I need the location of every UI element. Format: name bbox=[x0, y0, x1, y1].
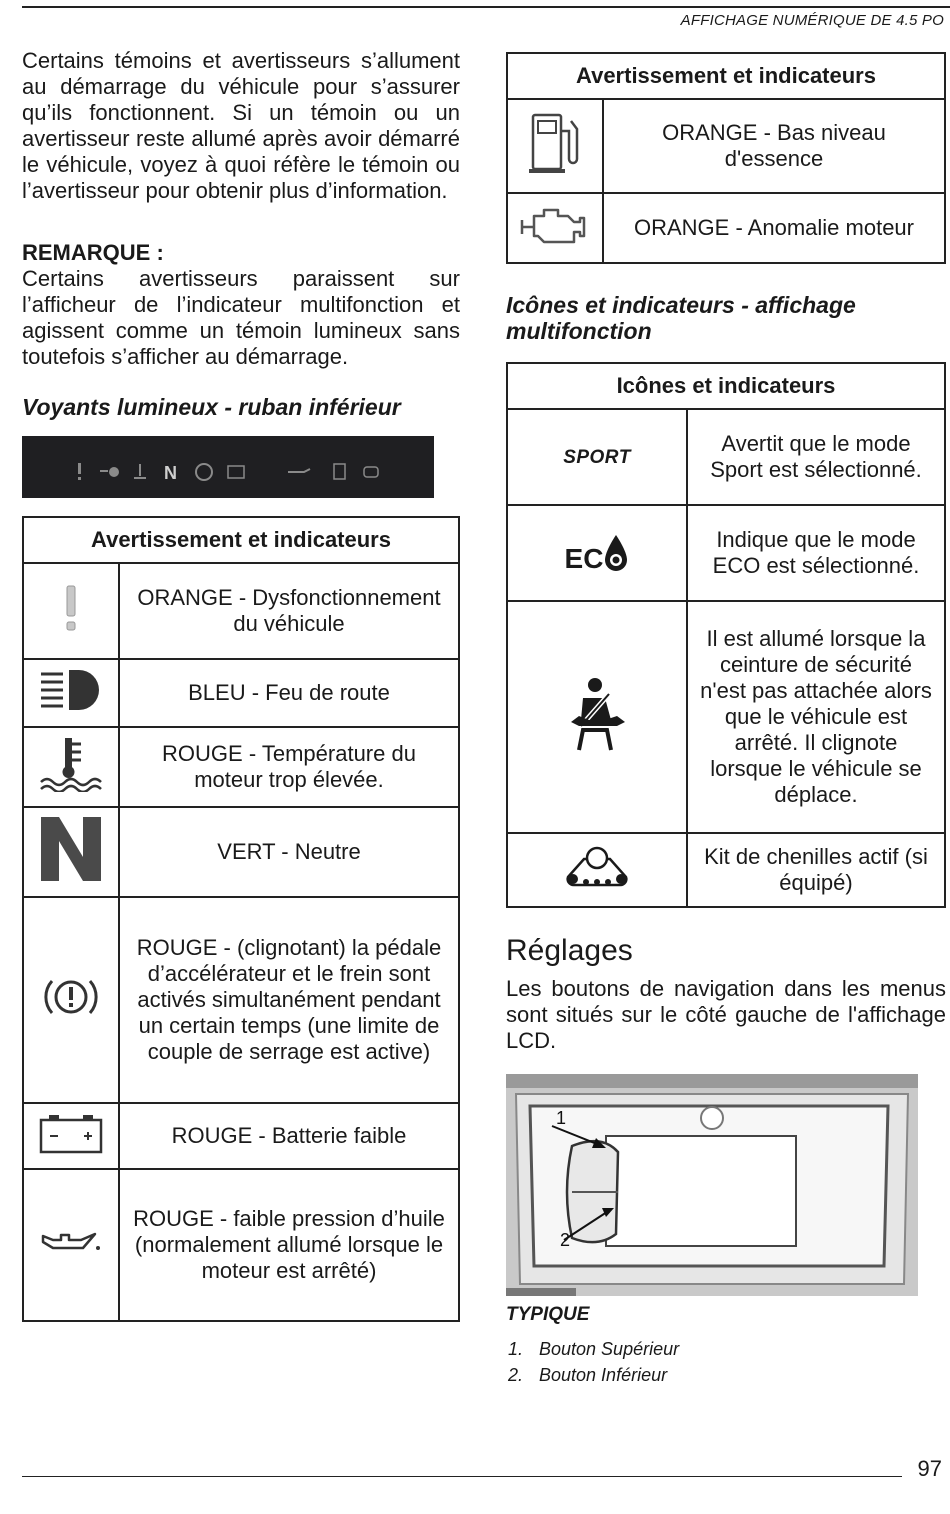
reglages-title: Réglages bbox=[506, 934, 633, 967]
oil-pressure-icon bbox=[23, 1169, 119, 1321]
table-row bbox=[23, 807, 459, 897]
table-row bbox=[507, 409, 945, 505]
left-column bbox=[22, 48, 460, 1322]
table-row bbox=[507, 833, 945, 907]
caption-list bbox=[506, 1336, 946, 1388]
track-kit-icon bbox=[507, 833, 687, 907]
table-row bbox=[23, 659, 459, 727]
remark-paragraph: Certains avertisseurs paraissent sur l’afficheur de l’indicateur multifonction et agissent comme un témoin lumineux sans toutefois s’afficher au démarrage. bbox=[22, 266, 460, 369]
photo-callout-2: 2 bbox=[560, 1230, 571, 1250]
row-text: ROUGE - Température du moteur trop élevée. bbox=[119, 727, 459, 807]
page-number: 97 bbox=[917, 1456, 942, 1481]
seatbelt-icon bbox=[507, 601, 687, 833]
row-text: Kit de chenilles actif (si équipé) bbox=[687, 833, 945, 907]
multifunction-icon-table bbox=[506, 362, 946, 908]
eco-drop-icon bbox=[603, 533, 629, 573]
table-header: Icônes et indicateurs bbox=[507, 363, 945, 409]
row-text: ROUGE - (clignotant) la pédale d’accélérateur et le frein sont activés simultanément pendant un certain temps (une limite de couple de serrage est active) bbox=[119, 897, 459, 1103]
table-row bbox=[507, 601, 945, 833]
exclamation-icon bbox=[23, 563, 119, 659]
right-column bbox=[506, 52, 946, 1388]
warning-indicator-table bbox=[506, 52, 946, 264]
row-text: BLEU - Feu de route bbox=[119, 659, 459, 727]
table-header: Avertissement et indicateurs bbox=[507, 53, 945, 99]
row-text: ROUGE - faible pression d’huile (normalement allumé lorsque le moteur est arrêté) bbox=[119, 1169, 459, 1321]
fuel-pump-icon bbox=[507, 99, 603, 193]
check-engine-icon bbox=[507, 193, 603, 263]
sport-mode-icon bbox=[507, 409, 687, 505]
eco-icon-label: EC bbox=[564, 542, 604, 574]
table-row bbox=[23, 727, 459, 807]
battery-icon bbox=[23, 1103, 119, 1169]
neutral-n-icon bbox=[23, 807, 119, 897]
eco-mode-icon bbox=[507, 505, 687, 601]
multifunction-section-title: Icônes et indicateurs - affichage multifonction bbox=[506, 292, 856, 344]
row-text: ORANGE - Dysfonctionnement du véhicule bbox=[119, 563, 459, 659]
table-header: Avertissement et indicateurs bbox=[23, 517, 459, 563]
header-rule bbox=[22, 6, 950, 8]
intro-paragraph: Certains témoins et avertisseurs s’allument au démarrage du véhicule pour s’assurer qu’ils fonctionnent. Si un témoin ou un avertisseur reste allumé après avoir démarré le véhicule, voyez à quoi réfère le témoin ou l’avertisseur pour obtenir plus d’information. bbox=[22, 48, 460, 203]
coolant-temperature-icon bbox=[23, 727, 119, 807]
brake-warning-icon bbox=[23, 897, 119, 1103]
table-row bbox=[23, 1169, 459, 1321]
row-text: Il est allumé lorsque la ceinture de sécurité n'est pas attachée alors que le véhicule est arrêté. Il clignote lorsque le véhicule se déplace. bbox=[687, 601, 945, 833]
list-item: 2. Bouton Inférieur bbox=[508, 1365, 668, 1385]
list-item: 1. Bouton Supérieur bbox=[508, 1339, 680, 1359]
table-row bbox=[23, 563, 459, 659]
remark-title: REMARQUE : bbox=[22, 240, 164, 265]
svg-text:N: N bbox=[164, 463, 177, 483]
row-text: ORANGE - Bas niveau d'essence bbox=[603, 99, 945, 193]
table-row bbox=[23, 1103, 459, 1169]
table-row bbox=[23, 897, 459, 1103]
photo-callout-1: 1 bbox=[556, 1108, 567, 1128]
sport-icon-label: SPORT bbox=[563, 447, 631, 468]
row-text: Indique que le mode ECO est sélectionné. bbox=[687, 505, 945, 601]
table-row bbox=[507, 505, 945, 601]
high-beam-icon bbox=[23, 659, 119, 727]
table-row bbox=[507, 99, 945, 193]
header-title: AFFICHAGE NUMÉRIQUE DE 4.5 PO bbox=[680, 12, 944, 29]
lcd-display-photo bbox=[506, 1074, 918, 1296]
indicator-strip-image bbox=[22, 436, 434, 498]
table-row bbox=[507, 193, 945, 263]
caption-title: TYPIQUE bbox=[506, 1304, 590, 1325]
row-text: ROUGE - Batterie faible bbox=[119, 1103, 459, 1169]
footer-rule bbox=[22, 1476, 902, 1477]
row-text: VERT - Neutre bbox=[119, 807, 459, 897]
lower-strip-section-title: Voyants lumineux - ruban inférieur bbox=[22, 394, 401, 420]
row-text: Avertit que le mode Sport est sélectionné. bbox=[687, 409, 945, 505]
row-text: ORANGE - Anomalie moteur bbox=[603, 193, 945, 263]
reglages-paragraph: Les boutons de navigation dans les menus sont situés sur le côté gauche de l'affichage LCD. bbox=[506, 976, 946, 1053]
lower-strip-indicator-table bbox=[22, 516, 460, 1322]
